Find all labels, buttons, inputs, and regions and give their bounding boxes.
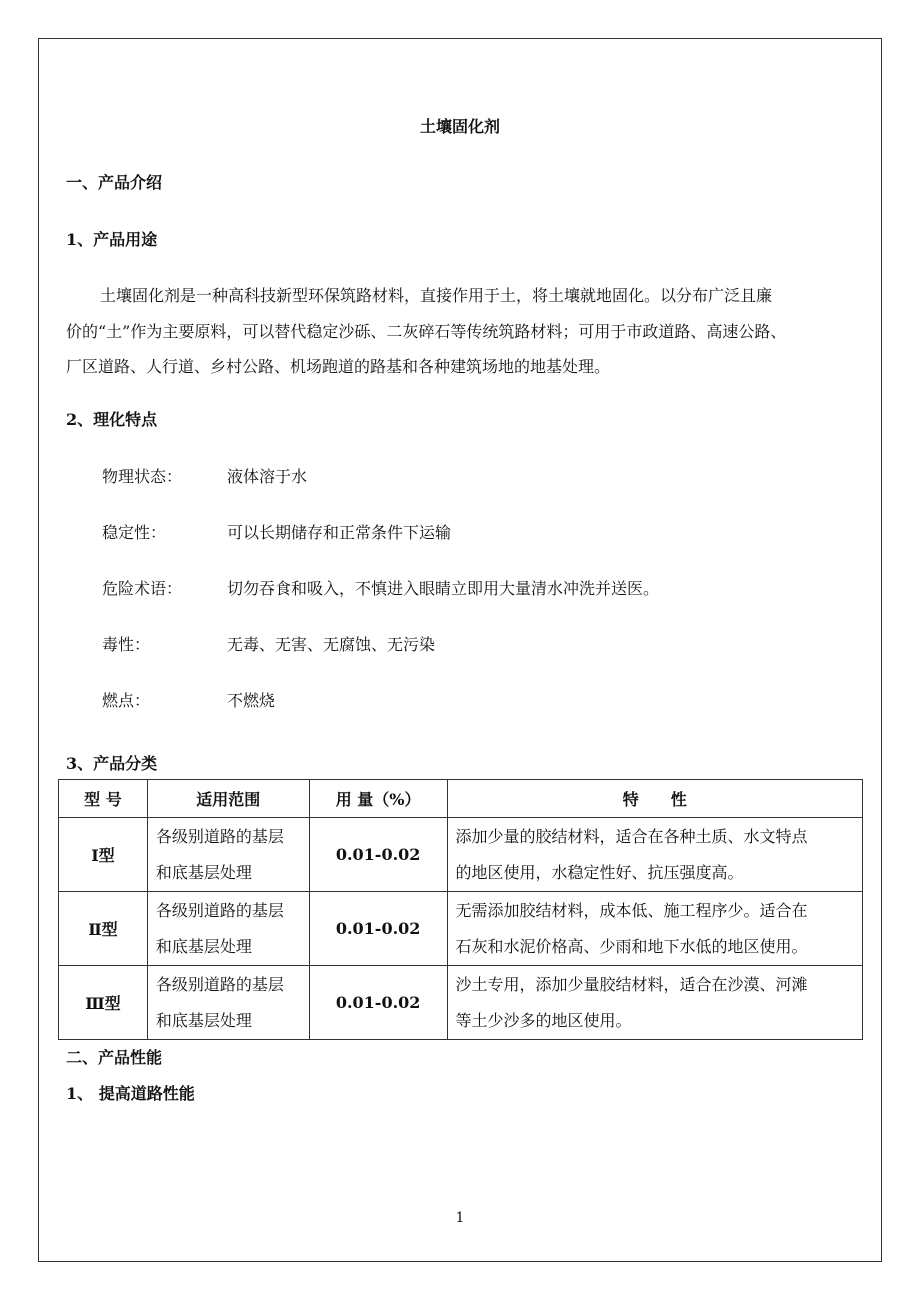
property-label: 燃点： xyxy=(102,691,151,710)
cell-line: 和底基层处理 xyxy=(155,1010,252,1030)
cell-feature xyxy=(447,966,862,1040)
property-value: 液体溶于水 xyxy=(227,467,308,486)
cell-line: 石灰和水泥价格高、少雨和地下水低的地区使用。 xyxy=(455,936,808,956)
header-type: 型 号 xyxy=(59,780,148,818)
cell-line: 和底基层处理 xyxy=(155,936,252,956)
cell-line: 各级别道路的基层 xyxy=(155,900,284,920)
cell-range xyxy=(147,892,309,966)
subheading-classification: 3、产品分类 xyxy=(66,754,158,773)
page-border xyxy=(38,38,882,1262)
section-heading-intro: 一、产品介绍 xyxy=(66,173,163,192)
classification-table xyxy=(58,779,863,1040)
cell-line: 的地区使用，水稳定性好、抗压强度高。 xyxy=(455,862,744,882)
page-number: 1 xyxy=(455,1210,465,1226)
property-value: 切勿吞食和吸入，不慎进入眼睛立即用大量清水冲洗并送医。 xyxy=(227,579,660,598)
subheading-properties: 2、理化特点 xyxy=(66,410,158,429)
cell-line: 等土少沙多的地区使用。 xyxy=(455,1010,632,1030)
cell-line: 添加少量的胶结材料，适合在各种土质、水文特点 xyxy=(455,826,808,846)
property-label: 毒性： xyxy=(102,635,151,654)
property-label: 物理状态： xyxy=(102,467,183,486)
cell-feature xyxy=(447,818,862,892)
cell-line: 沙土专用，添加少量胶结材料，适合在沙漠、河滩 xyxy=(455,974,808,994)
usage-paragraph xyxy=(66,278,866,385)
cell-type: Ⅲ型 xyxy=(59,966,148,1040)
cell-dose: 0.01-0.02 xyxy=(309,892,447,966)
table-row xyxy=(59,818,863,892)
cell-dose: 0.01-0.02 xyxy=(309,966,447,1040)
table-row xyxy=(59,892,863,966)
header-feature: 特 性 xyxy=(447,780,862,818)
cell-line: 各级别道路的基层 xyxy=(155,974,284,994)
subheading-usage: 1、产品用途 xyxy=(66,230,158,249)
header-dose: 用 量（%） xyxy=(309,780,447,818)
property-value: 不燃烧 xyxy=(227,691,276,710)
cell-feature xyxy=(447,892,862,966)
table-row xyxy=(59,966,863,1040)
cell-type: Ⅱ型 xyxy=(59,892,148,966)
property-value: 可以长期储存和正常条件下运输 xyxy=(227,523,452,542)
paragraph-line: 厂区道路、人行道、乡村公路、机场跑道的路基和各种建筑场地的地基处理。 xyxy=(66,357,611,376)
property-value: 无毒、无害、无腐蚀、无污染 xyxy=(227,635,436,654)
property-label: 危险术语： xyxy=(102,579,183,598)
property-label: 稳定性： xyxy=(102,523,167,542)
cell-type: Ⅰ型 xyxy=(59,818,148,892)
cell-range xyxy=(147,966,309,1040)
cell-dose: 0.01-0.02 xyxy=(309,818,447,892)
cell-line: 无需添加胶结材料，成本低、施工程序少。适合在 xyxy=(455,900,808,920)
paragraph-line: 土壤固化剂是一种高科技新型环保筑路材料，直接作用于土，将土壤就地固化。以分布广泛且廉 xyxy=(100,286,773,305)
document-title: 土壤固化剂 xyxy=(419,117,500,136)
cell-line: 和底基层处理 xyxy=(155,862,252,882)
header-range: 适用范围 xyxy=(147,780,309,818)
subheading-road-performance: 1、 提高道路性能 xyxy=(66,1084,195,1103)
cell-range xyxy=(147,818,309,892)
paragraph-line: 价的“土”作为主要原料，可以替代稳定沙砾、二灰碎石等传统筑路材料；可用于市政道路、高速公路、 xyxy=(66,321,787,341)
cell-line: 各级别道路的基层 xyxy=(155,826,284,846)
table-header-row xyxy=(59,780,863,818)
section-heading-performance: 二、产品性能 xyxy=(66,1048,163,1067)
